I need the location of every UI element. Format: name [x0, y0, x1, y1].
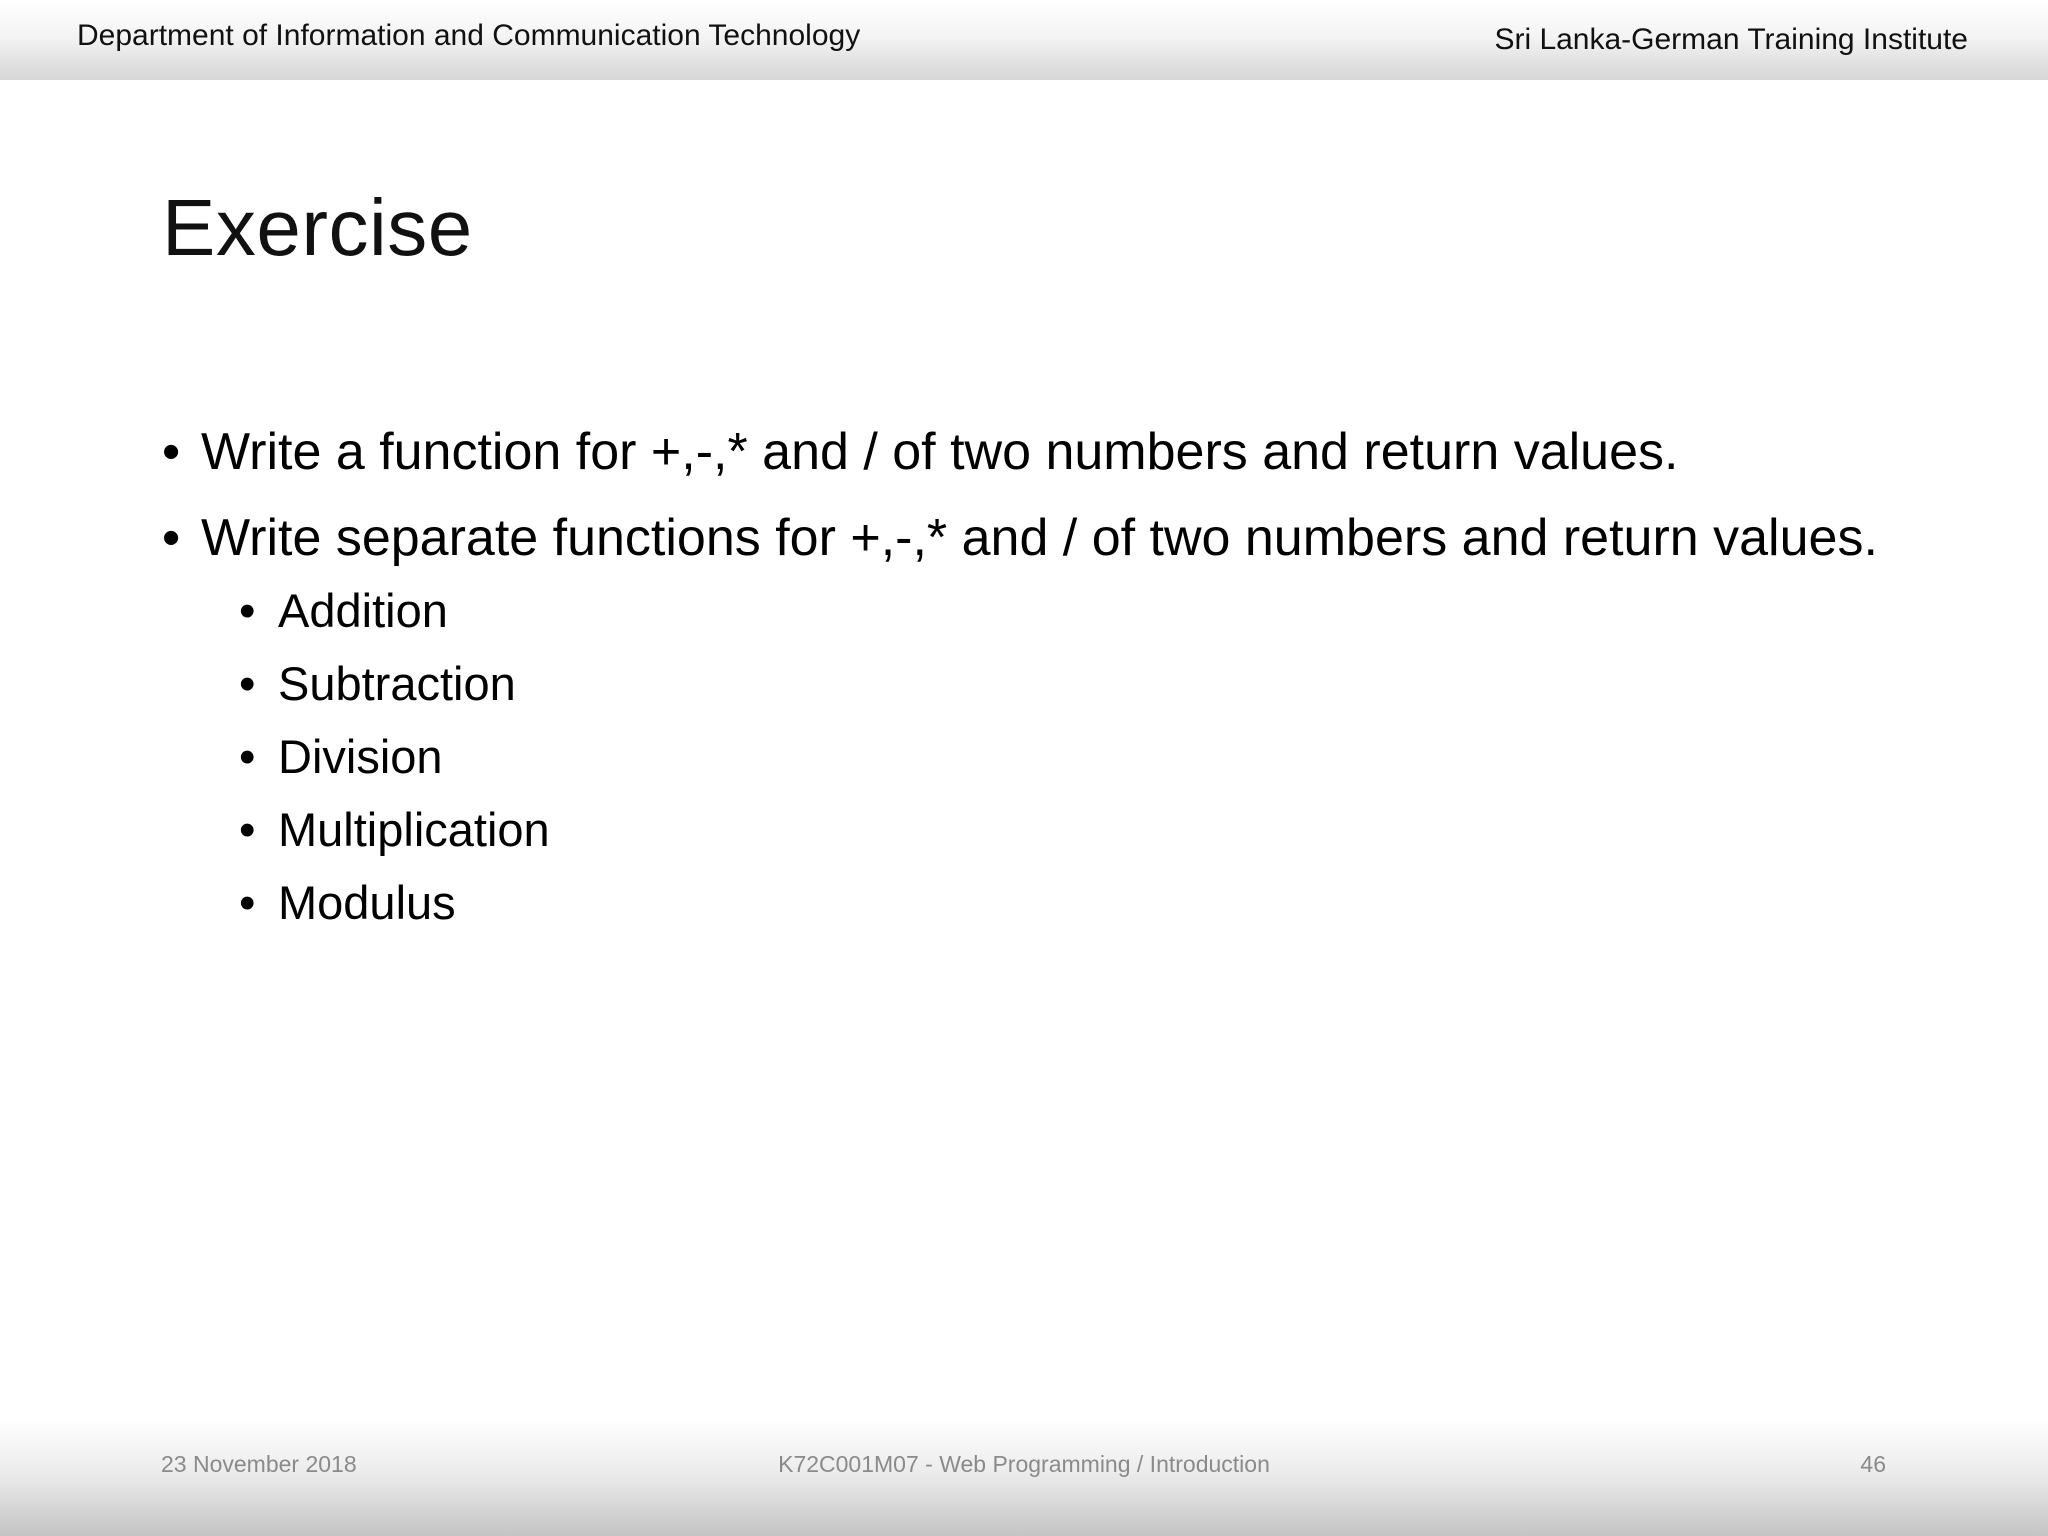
- bullet-icon: •: [239, 730, 256, 783]
- bullet-text: Write separate functions for +,-,* and / of two numbers and return values.: [201, 509, 1878, 567]
- footer-page-number: 46: [1860, 1451, 1886, 1477]
- slide-title: Exercise: [162, 183, 473, 272]
- sub-bullet-list: [239, 582, 1902, 932]
- bullet-item-2: [162, 506, 1902, 932]
- sub-bullet-text: Multiplication: [278, 803, 550, 856]
- bullet-text: Write a function for +,-,* and / of two numbers and return values.: [201, 423, 1679, 481]
- slide-content: [162, 420, 1902, 954]
- sub-bullet-item-subtraction: [239, 655, 1902, 713]
- bullet-list: [162, 420, 1902, 932]
- sub-bullet-text: Addition: [278, 584, 448, 637]
- sub-bullet-item-multiplication: [239, 801, 1902, 859]
- bullet-icon: •: [239, 657, 256, 710]
- bullet-icon: •: [162, 423, 181, 481]
- sub-bullet-text: Subtraction: [278, 657, 516, 710]
- bullet-icon: •: [239, 803, 256, 856]
- bullet-icon: •: [239, 876, 256, 929]
- sub-bullet-text: Division: [278, 730, 443, 783]
- header-department: Department of Information and Communication Technology: [77, 19, 861, 52]
- sub-bullet-item-modulus: [239, 874, 1902, 932]
- sub-bullet-text: Modulus: [278, 876, 456, 929]
- header-institute: Sri Lanka-German Training Institute: [1494, 23, 1968, 56]
- bullet-icon: •: [162, 509, 181, 567]
- bullet-icon: •: [239, 584, 256, 637]
- sub-bullet-item-division: [239, 728, 1902, 786]
- bullet-item-1: [162, 420, 1902, 484]
- footer-date: 23 November 2018: [161, 1451, 357, 1477]
- footer-course: K72C001M07 - Web Programming / Introduction: [778, 1451, 1270, 1477]
- footer-band: [0, 1420, 2048, 1536]
- sub-bullet-item-addition: [239, 582, 1902, 640]
